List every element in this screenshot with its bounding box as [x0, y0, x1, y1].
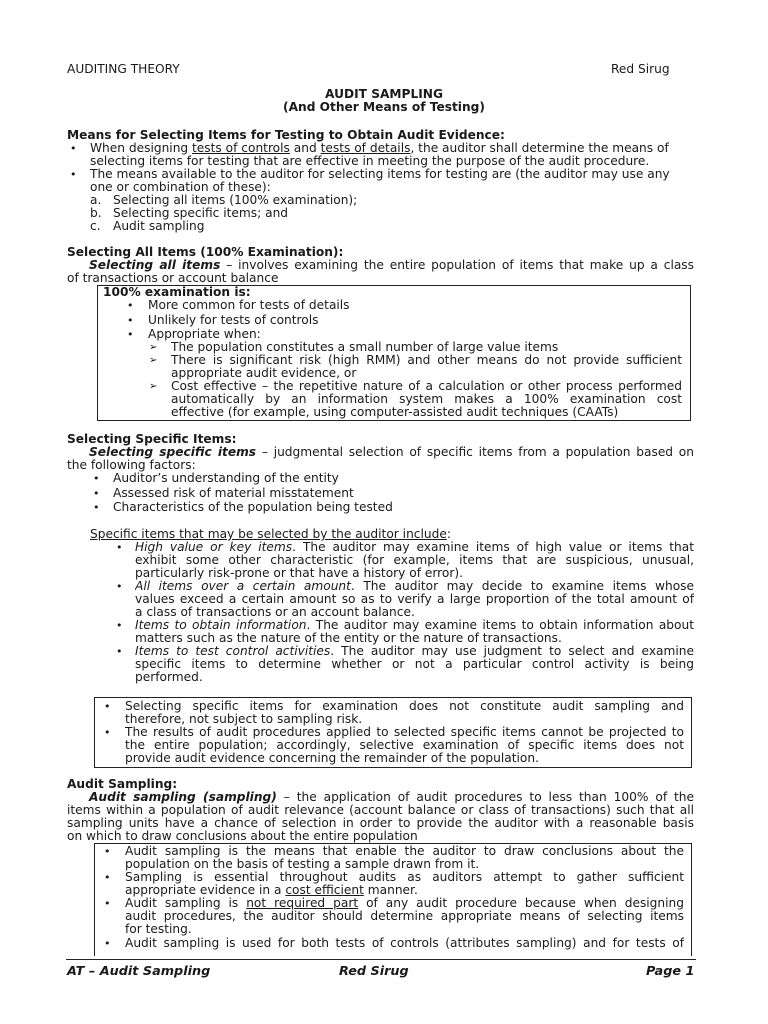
list-item: All items over a certain amount. The auditor may decide to examine items whose	[135, 580, 694, 593]
list-item: Characteristics of the population being tested	[113, 500, 393, 514]
paragraph-line: selecting items for testing that are effective in meeting the purpose of the audit procedure.	[90, 154, 650, 168]
arrow-bullet-icon: ➢	[149, 342, 158, 353]
list-item: Items to obtain information. The auditor may examine items to obtain information about	[135, 619, 694, 632]
list-item-cont: exhibit some other characteristic (for example, items that are suspicious, unusual,	[135, 554, 694, 567]
bullet-icon: •	[116, 645, 123, 658]
header-author: Red Sirug	[611, 62, 670, 76]
section-heading-specific-items: Selecting Specific Items:	[67, 432, 237, 446]
box-line: Audit sampling is not required part of any audit procedure because when designing	[125, 897, 684, 910]
bullet-icon: •	[116, 580, 123, 593]
definition-line: of transactions or account balance	[67, 271, 279, 285]
definition-line: Selecting all items – involves examining the entire population of items that make up a class	[89, 259, 694, 272]
bullet-icon: •	[93, 501, 100, 514]
bullet-icon: •	[104, 726, 111, 739]
header-course: AUDITING THEORY	[67, 62, 180, 76]
box-line: Sampling is essential throughout audits as auditors attempt to gather sufficient	[125, 871, 684, 884]
box-line: appropriate evidence in a cost efficient manner.	[125, 883, 418, 897]
list-item: High value or key items. The auditor may examine items of high value or items that	[135, 541, 694, 554]
list-item-cont: particularly risk-prone or that have a history of error).	[135, 566, 464, 580]
sub-item: Cost effective – the repetitive nature of a calculation or other process performed	[171, 380, 682, 393]
footer-page-number: Page 1	[646, 964, 695, 979]
bullet-icon: •	[127, 299, 134, 312]
list-item: Items to test control activities. The auditor may use judgment to select and examine	[135, 645, 694, 658]
bullet-icon: •	[116, 541, 123, 554]
list-item-cont: values exceed a certain amount so as to verify a large proportion of the total amount of	[135, 593, 694, 606]
list-item: Appropriate when:	[148, 327, 261, 341]
bullet-icon: •	[104, 845, 111, 858]
note-line: therefore, not subject to sampling risk.	[125, 712, 363, 726]
list-item: Auditor’s understanding of the entity	[113, 471, 339, 485]
note-line: provide audit evidence concerning the remainder of the population.	[125, 751, 539, 765]
paragraph-line: one or combination of these):	[90, 180, 271, 194]
box-line: Audit sampling is the means that enable the auditor to draw conclusions about the	[125, 845, 684, 858]
list-item: Selecting specific items; and	[113, 206, 289, 220]
sub-item-cont: automatically by an information system makes a 100% examination cost	[171, 393, 682, 406]
list-item-cont: matters such as the nature of the entity or the nature of transactions.	[135, 631, 562, 645]
section-heading-audit-sampling: Audit Sampling:	[67, 777, 178, 791]
definition-line: Audit sampling (sampling) – the application of audit procedures to less than 100% of the	[89, 791, 694, 804]
paragraph-line: The means available to the auditor for selecting items for testing are (the auditor may use any	[90, 167, 670, 181]
subheading-line: Specific items that may be selected by the auditor include:	[90, 527, 451, 541]
list-item: Assessed risk of material misstatement	[113, 486, 354, 500]
section-heading-means: Means for Selecting Items for Testing to Obtain Audit Evidence:	[67, 128, 505, 142]
section-heading-all-items: Selecting All Items (100% Examination):	[67, 245, 344, 259]
paragraph-line: When designing tests of controls and tests of details, the auditor shall determine the means of	[90, 141, 669, 155]
box-line: audit procedures, the auditor should determine appropriate means of selecting items	[125, 910, 684, 923]
bullet-icon: •	[70, 168, 77, 181]
list-item-cont: performed.	[135, 670, 203, 684]
bullet-icon: •	[104, 937, 111, 950]
list-item-cont: a class of transactions or an account balance.	[135, 605, 415, 619]
definition-line: Selecting specific items – judgmental selection of specific items from a population based on	[89, 446, 694, 459]
sub-item: There is significant risk (high RMM) and other means do not provide sufficient	[171, 354, 682, 367]
bullet-icon: •	[104, 700, 111, 713]
definition-line: the following factors:	[67, 458, 196, 472]
list-marker: c.	[90, 219, 101, 233]
definition-line: items within a population of audit relevance (account balance or class of transactions) such that all	[67, 804, 694, 817]
bullet-icon: •	[104, 897, 111, 910]
footer-rule	[66, 959, 696, 960]
sub-item-cont: effective (for example, using computer-assisted audit techniques (CAATs)	[171, 405, 619, 419]
note-line: the entire population; accordingly, selective examination of specific items does not	[125, 739, 684, 752]
page-subtitle: (And Other Means of Testing)	[283, 100, 485, 114]
list-marker: b.	[90, 206, 102, 220]
box-title: 100% examination is:	[103, 285, 251, 299]
footer-left: AT – Audit Sampling	[67, 964, 211, 979]
box-line: population on the basis of testing a sample drawn from it.	[125, 857, 480, 871]
list-item: Audit sampling	[113, 219, 205, 233]
bullet-icon: •	[93, 487, 100, 500]
bullet-icon: •	[127, 328, 134, 341]
bullet-icon: •	[104, 871, 111, 884]
list-item-cont: specific items to determine whether or not a particular control activity is being	[135, 658, 694, 671]
definition-line: on which to draw conclusions about the entire population	[67, 829, 418, 843]
bullet-icon: •	[93, 472, 100, 485]
list-item: More common for tests of details	[148, 298, 350, 312]
box-line: Audit sampling is used for both tests of controls (attributes sampling) and for tests of	[125, 937, 684, 950]
list-item: Unlikely for tests of controls	[148, 313, 319, 327]
bullet-icon: •	[127, 314, 134, 327]
arrow-bullet-icon: ➢	[149, 381, 158, 392]
sub-item-cont: appropriate audit evidence, or	[171, 366, 357, 380]
bullet-icon: •	[70, 142, 77, 155]
box-line: for testing.	[125, 922, 192, 936]
arrow-bullet-icon: ➢	[149, 355, 158, 366]
note-line: Selecting specific items for examination does not constitute audit sampling and	[125, 700, 684, 713]
note-line: The results of audit procedures applied to selected specific items cannot be projected to	[125, 726, 684, 739]
list-marker: a.	[90, 193, 102, 207]
sub-item: The population constitutes a small number of large value items	[171, 340, 559, 354]
footer-center: Red Sirug	[339, 964, 409, 979]
definition-line: sampling units have a chance of selection in order to provide the auditor with a reasonable basis	[67, 817, 694, 830]
list-item: Selecting all items (100% examination);	[113, 193, 358, 207]
bullet-icon: •	[116, 619, 123, 632]
page-title: AUDIT SAMPLING	[325, 87, 443, 101]
